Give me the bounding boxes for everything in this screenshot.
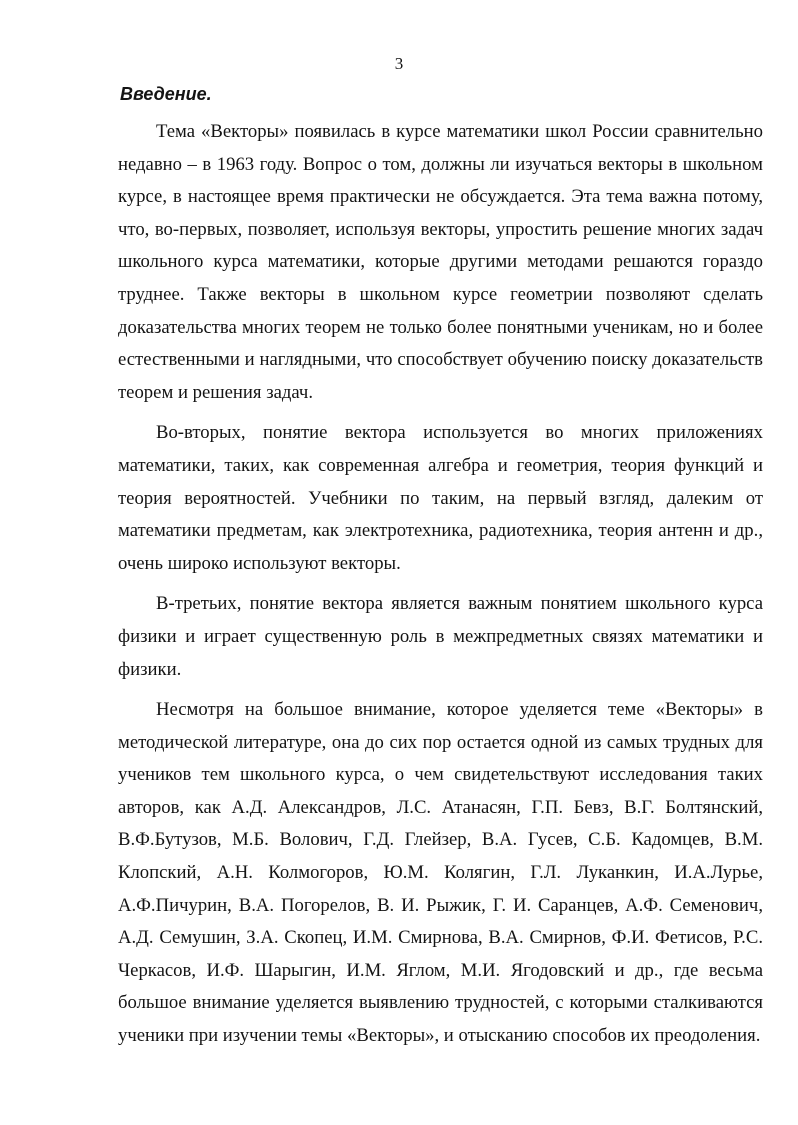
section-heading: Введение. — [120, 84, 212, 104]
body-text — [118, 116, 763, 1053]
paragraph-fourth: Несмотря на большое внимание, которое уделяется теме «Векторы» в методической литературе, она до сих пор остается одной из самых трудных для учеников тем школьного курса, о чем свидетельствуют исследования таких авторов, как А.Д. Александров, Л.С. Атанасян, Г.П. Бевз, В.Г. Болтянский, В.Ф.Бутузов, М.Б. Волович, Г.Д. Глейзер, В.А. Гусев, С.Б. Кадомцев, В.М. Клопский, А.Н. Колмогоров, Ю.М. Колягин, Г.Л. Луканкин, И.А.Лурье, А.Ф.Пичурин, В.А. Погорелов, В. И. Рыжик, Г. И. Саранцев, А.Ф. Семенович, А.Д. Семушин, З.А. Скопец, И.М. Смирнова, В.А. Смирнов, Ф.И. Фетисов, Р.С. Черкасов, И.Ф. Шарыгин, И.М. Яглом, М.И. Ягодовский и др., где весьма большое внимание уделяется выявлению трудностей, с которыми сталкиваются ученики при изучении темы «Векторы», и отысканию способов их преодоления. — [118, 699, 763, 1047]
paragraph-intro: Тема «Векторы» появилась в курсе математики школ России сравнительно недавно – в 1963 году. Вопрос о том, должны ли изучаться векторы в школьном курсе, в настоящее время практически не обсуждается. Эта тема важна потому, что, во-первых, позволяет, используя векторы, упростить решение многих задач школьного курса математики, которые другими методами решаются гораздо труднее. Также векторы в школьном курсе геометрии позволяют сделать доказательства многих теорем не только более понятными ученикам, но и более естественными и наглядными, что способствует обучению поиску доказательств теорем и решения задач. — [118, 121, 763, 403]
paragraph-second: Во-вторых, понятие вектора используется во многих приложениях математики, таких, как современная алгебра и геометрия, теория функций и теория вероятностей. Учебники по таким, на первый взгляд, далеким от математики предметам, как электротехника, радиотехника, теория антенн и др., очень широко используют векторы. — [118, 422, 763, 574]
paragraph-third: В-третьих, понятие вектора является важным понятием школьного курса физики и играет существенную роль в межпредметных связях математики и физики. — [118, 593, 763, 680]
page-number: 3 — [394, 54, 404, 73]
